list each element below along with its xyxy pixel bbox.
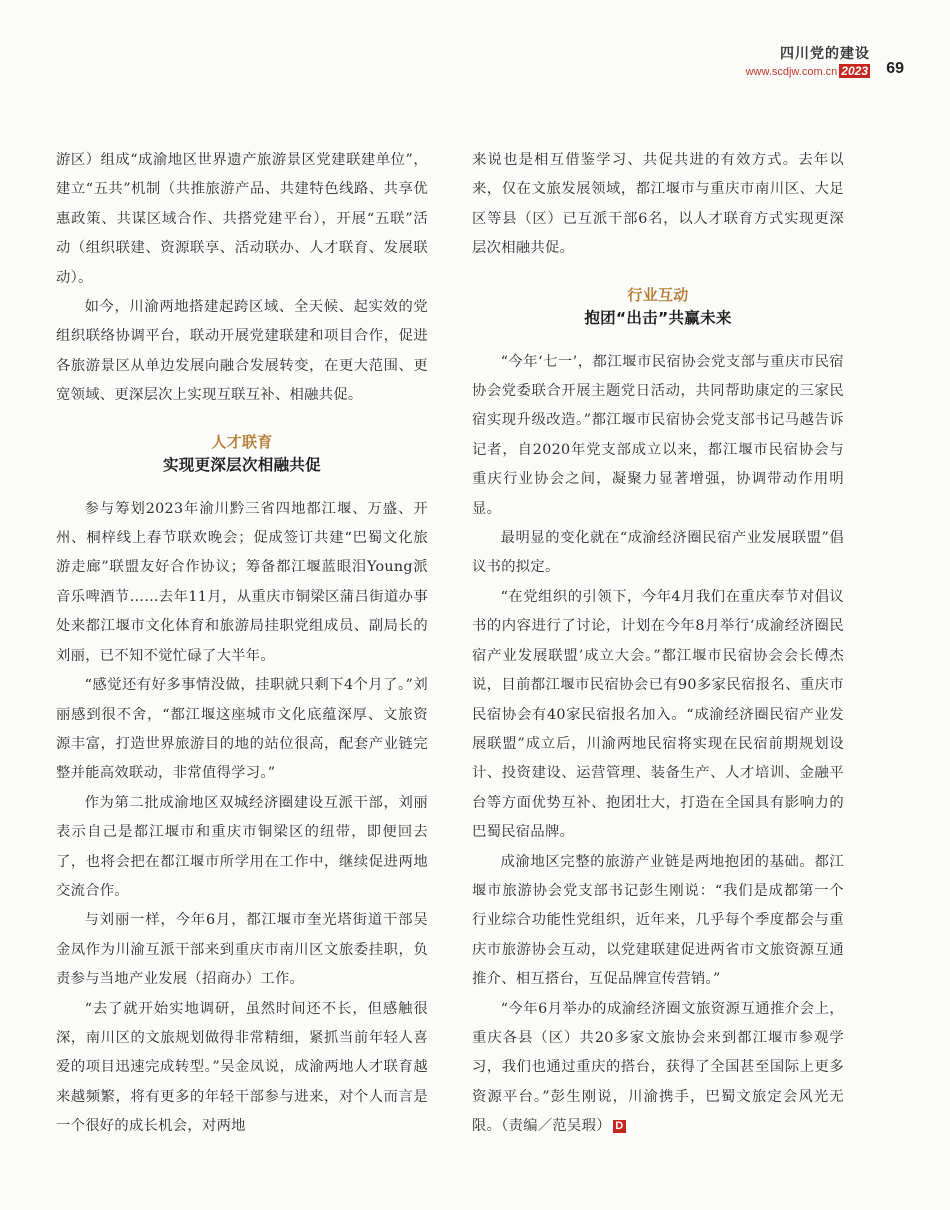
page-number: 69	[886, 60, 904, 77]
paragraph: “感觉还有好多事情没做，挂职就只剩下4个月了。”刘丽感到很不舍，“都江堰这座城市文化底蕴深厚、文旅资源丰富，打造世界旅游目的地的站位很高，配套产业链完整并能高效联动，非常值得学习。”	[56, 677, 428, 782]
paragraph: “今年‘七一’，都江堰市民宿协会党支部与重庆市民宿协会党委联合开展主题党日活动，共同帮助康定的三家民宿实现升级改造。”都江堰市民宿协会党支部书记马越告诉记者，自2020年党支部成立以来，都江堰市民宿协会与重庆行业协会之间，凝聚力显著增强，协调带动作用明显。	[472, 353, 844, 517]
section-kicker: 行业互动	[627, 285, 689, 304]
left-column	[56, 146, 428, 1142]
page-header	[630, 46, 870, 80]
site-url[interactable]: www.scdjw.com.cn	[745, 66, 838, 78]
final-paragraph	[472, 995, 844, 1142]
paragraph: 最明显的变化就在“成渝经济圈民宿产业发展联盟”倡议书的拟定。	[472, 530, 844, 576]
paragraph: 如今，川渝两地搭建起跨区域、全天候、起实效的党组织联络协调平台，联动开展党建联建和项目合作，促进各旅游景区从单边发展向融合发展转变，在更大范围、更宽领域、更深层次上实现互联互补、相融共促。	[56, 299, 428, 404]
section-heading	[472, 284, 844, 330]
magazine-name: 四川党的建设	[780, 46, 870, 62]
section-kicker: 人才联育	[211, 432, 273, 451]
paragraph: 作为第二批成渝地区双城经济圈建设互派干部，刘丽表示自己是都江堰市和重庆市铜梁区的纽带，即便回去了，也将会把在都江堰市所学用在工作中，继续促进两地交流合作。	[56, 794, 428, 899]
paragraph: 参与筹划2023年渝川黔三省四地都江堰、万盛、开州、桐梓线上春节联欢晚会；促成签订共建“巴蜀文化旅游走廊”联盟友好合作协议；筹备都江堰蓝眼泪Young派音乐啤酒节……去年11月，从重庆市铜梁区蒲吕街道办事处来都江堰市文化体育和旅游局挂职党组成员、副局长的刘丽，已不知不觉忙碌了大半年。	[56, 500, 428, 664]
section-title: 实现更深层次相融共促	[162, 455, 321, 474]
end-mark-icon: D	[613, 1120, 626, 1133]
section-heading	[56, 431, 428, 477]
paragraph: 成渝地区完整的旅游产业链是两地抱团的基础。都江堰市旅游协会党支部书记彭生刚说：“我们是成都第一个行业综合功能性党组织，近年来，几乎每个季度都会与重庆市旅游协会互动，以党建联建促进两省市文旅资源互通推介、相互搭台，互促品牌宣传营销。”	[472, 853, 844, 988]
paragraph: “在党组织的引领下，今年4月我们在重庆奉节对倡议书的内容进行了讨论，计划在今年8月举行‘成渝经济圈民宿产业发展联盟’成立大会。”都江堰市民宿协会会长傅杰说，目前都江堰市民宿协会已有90多家民宿报名、重庆市民宿协会有40家民宿报名加入。“成渝经济圈民宿产业发展联盟”成立后，川渝两地民宿将实现在民宿前期规划设计、投资建设、运营管理、装备生产、人才培训、金融平台等方面优势互补、抱团壮大，打造在全国具有影响力的巴蜀民宿品牌。	[472, 588, 844, 841]
paragraph: 游区）组成“成渝地区世界遗产旅游景区党建联建单位”，建立“五共”机制（共推旅游产品、共建特色线路、共享优惠政策、共谋区域合作、共搭党建平台），开展“五联”活动（组织联建、资源联享、活动联办、人才联育、发展联动）。	[56, 152, 428, 286]
right-column	[472, 146, 844, 1142]
paragraph: 与刘丽一样，今年6月，都江堰市奎光塔街道干部吴金凤作为川渝互派干部来到重庆市南川区文旅委挂职，负责参与当地产业发展（招商办）工作。	[56, 912, 428, 988]
paragraph-text: “今年6月举办的成渝经济圈文旅资源互通推介会上，重庆各县（区）共20多家文旅协会来到都江堰市参观学习，我们也通过重庆的搭台，获得了全国甚至国际上更多资源平台。”彭生刚说，川渝携手，巴蜀文旅定会风光无限。（责编／范吴瑕）	[472, 1000, 844, 1135]
paragraph: “去了就开始实地调研，虽然时间还不长，但感触很深，南川区的文旅规划做得非常精细，紧抓当前年轻人喜爱的项目迅速完成转型。”吴金凤说，成渝两地人才联育越来越频繁，将有更多的年轻干部参与进来，对个人而言是一个很好的成长机会，对两地	[56, 1000, 428, 1135]
paragraph: 来说也是相互借鉴学习、共促共进的有效方式。去年以来，仅在文旅发展领域，都江堰市与重庆市南川区、大足区等县（区）已互派干部6名，以人才联育方式实现更深层次相融共促。	[472, 152, 844, 257]
site-row	[630, 63, 870, 80]
year-badge: 2023	[841, 64, 868, 78]
section-title: 抱团“出击”共赢未来	[584, 308, 732, 327]
